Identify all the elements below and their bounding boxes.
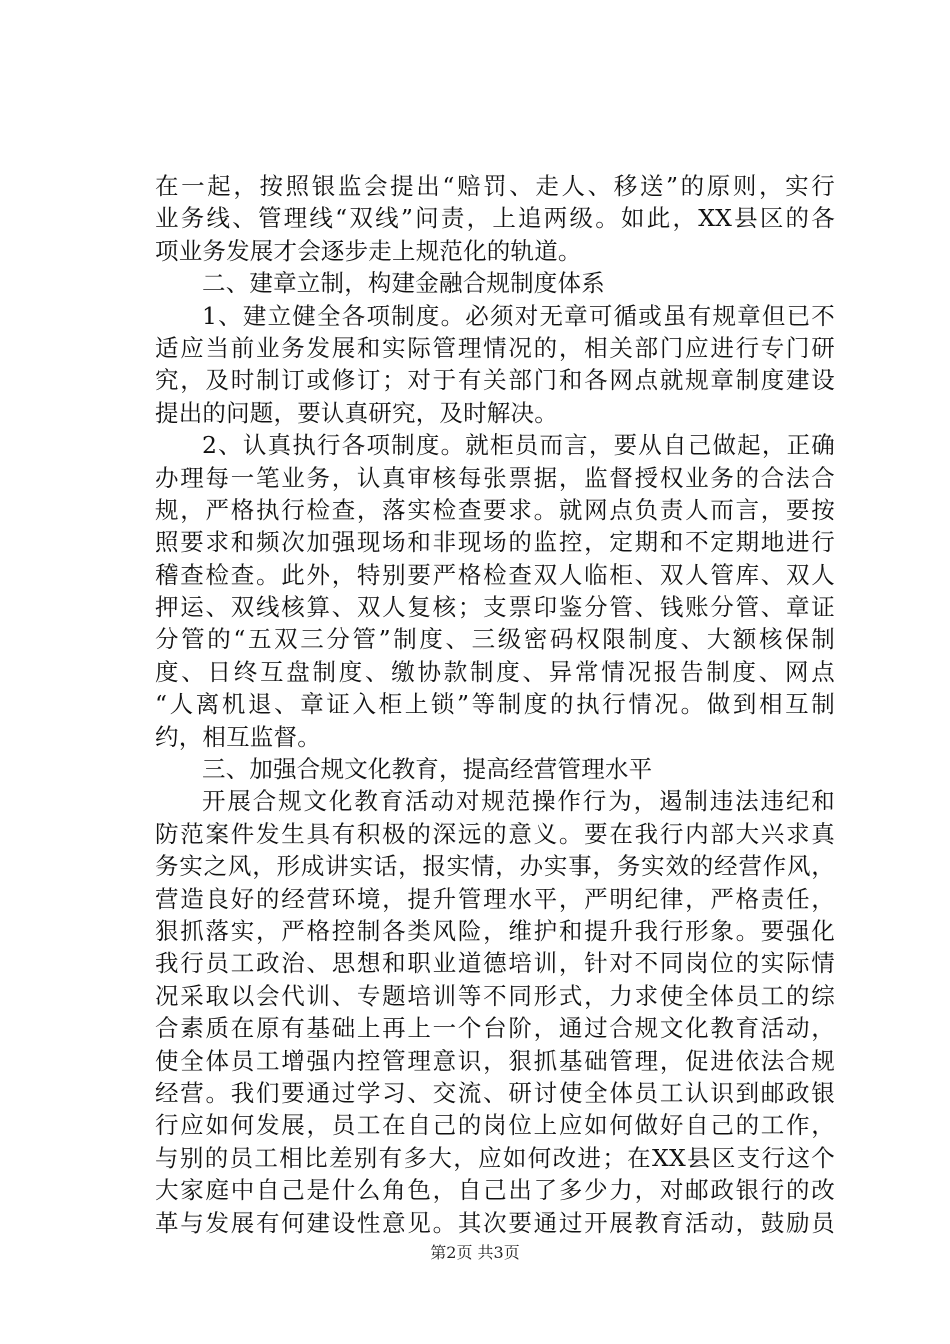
text-line: 开展合规文化教育活动对规范操作行为，遏制违法违纪和 [202, 787, 835, 816]
text-line: 业务线、管理线“双线”问责，上追两级。如此，XX县区的各 [155, 204, 835, 233]
text-line: 务实之风，形成讲实话，报实情，办实事，务实效的经营作风， [155, 852, 835, 881]
text-line: 稽查检查。此外，特别要严格检查双人临柜、双人管库、双人 [155, 560, 835, 589]
text-line: 防范案件发生具有积极的深远的意义。要在我行内部大兴求真 [155, 819, 835, 848]
text-line: 合素质在原有基础上再上一个台阶，通过合规文化教育活动， [155, 1014, 835, 1043]
text-line: 办理每一笔业务，认真审核每张票据，监督授权业务的合法合 [155, 463, 835, 492]
text-line: 项业务发展才会逐步走上规范化的轨道。 [155, 236, 582, 265]
text-line: “人离机退、章证入柜上锁”等制度的执行情况。做到相互制 [155, 690, 835, 719]
text-line: 况采取以会代训、专题培训等不同形式，力求使全体员工的综 [155, 981, 835, 1010]
text-line: 度、日终互盘制度、缴协款制度、异常情况报告制度、网点 [155, 657, 835, 686]
text-line: 适应当前业务发展和实际管理情况的，相关部门应进行专门研 [155, 333, 835, 362]
text-line: 在一起，按照银监会提出“赔罚、走人、移送”的原则，实行 [155, 172, 835, 200]
document-body [155, 170, 835, 1239]
text-line: 押运、双线核算、双人复核；支票印鉴分管、钱账分管、章证 [155, 593, 835, 622]
text-line: 狠抓落实，严格控制各类风险，维护和提升我行形象。要强化 [155, 916, 835, 945]
text-line: 约，相互监督。 [155, 722, 321, 751]
text-line: 大家庭中自己是什么角色，自己出了多少力，对邮政银行的改 [155, 1176, 835, 1205]
text-line: 2、认真执行各项制度。就柜员而言，要从自己做起，正确 [202, 431, 835, 460]
section-heading-3: 三、加强合规文化教育，提高经营管理水平 [202, 755, 653, 784]
text-line: 营造良好的经营环境，提升管理水平，严明纪律，严格责任， [155, 884, 835, 913]
text-line: 我行员工政治、思想和职业道德培训，针对不同岗位的实际情 [155, 949, 835, 978]
text-line: 与别的员工相比差别有多大，应如何改进；在XX县区支行这个 [155, 1143, 835, 1172]
text-line: 规，严格执行检查，落实检查要求。就网点负责人而言，要按 [155, 495, 835, 524]
text-line: 提出的问题，要认真研究，及时解决。 [155, 398, 558, 427]
text-line: 使全体员工增强内控管理意识，狠抓基础管理，促进依法合规 [155, 1046, 835, 1075]
text-line: 究，及时制订或修订；对于有关部门和各网点就规章制度建设 [155, 366, 835, 395]
text-line: 经营。我们要通过学习、交流、研讨使全体员工认识到邮政银 [155, 1078, 835, 1107]
text-line: 分管的“五双三分管”制度、三级密码权限制度、大额核保制 [155, 625, 835, 654]
section-heading-2: 二、建章立制，构建金融合规制度体系 [202, 269, 605, 298]
text-line: 照要求和频次加强现场和非现场的监控，定期和不定期地进行 [155, 528, 835, 557]
text-line: 革与发展有何建设性意见。其次要通过开展教育活动，鼓励员 [155, 1208, 835, 1237]
text-line: 1、建立健全各项制度。必须对无章可循或虽有规章但已不 [202, 301, 835, 330]
page-number-footer: 第2页 共3页 [430, 1243, 520, 1262]
text-line: 行应如何发展，员工在自己的岗位上应如何做好自己的工作， [155, 1111, 835, 1140]
